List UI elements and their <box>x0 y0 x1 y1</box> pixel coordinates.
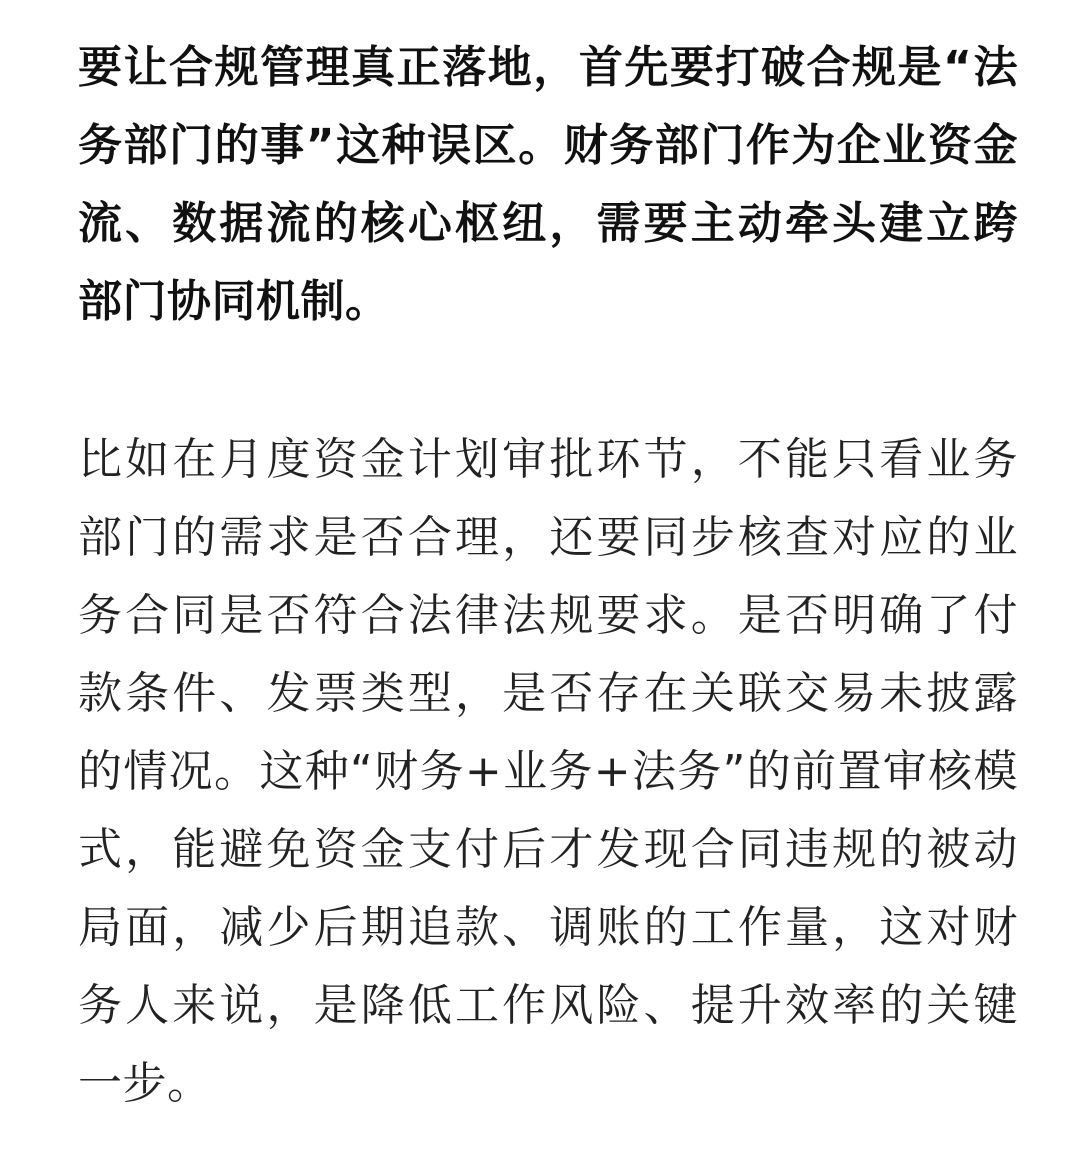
paragraph-line: 款条件、发票类型，是否存在关联交易未披露 <box>78 668 1018 719</box>
paragraph-line: 比如在月度资金计划审批环节，不能只看业务 <box>78 434 1018 485</box>
paragraph-line: 部门协同机制。 <box>78 276 390 327</box>
paragraph-line: 式，能避免资金支付后才发现合同违规的被动 <box>78 824 1018 875</box>
paragraph-line: 一步。 <box>78 1058 212 1109</box>
paragraph-line: 的情况。这种“财务+业务+法务”的前置审核模 <box>78 746 1018 797</box>
paragraph-line: 部门的需求是否合理，还要同步核查对应的业 <box>78 512 1018 563</box>
paragraph-line: 务合同是否符合法律法规要求。是否明确了付 <box>78 590 1018 641</box>
paragraph-line: 务部门的事”这种误区。财务部门作为企业资金 <box>78 120 1018 171</box>
paragraph-line: 要让合规管理真正落地，首先要打破合规是“法 <box>78 42 1018 93</box>
paragraph-line: 务人来说，是降低工作风险、提升效率的关键 <box>78 980 1018 1031</box>
paragraph-line: 流、数据流的核心枢纽，需要主动牵头建立跨 <box>78 198 1018 249</box>
paragraph-line: 局面，减少后期追款、调账的工作量，这对财 <box>78 902 1018 953</box>
